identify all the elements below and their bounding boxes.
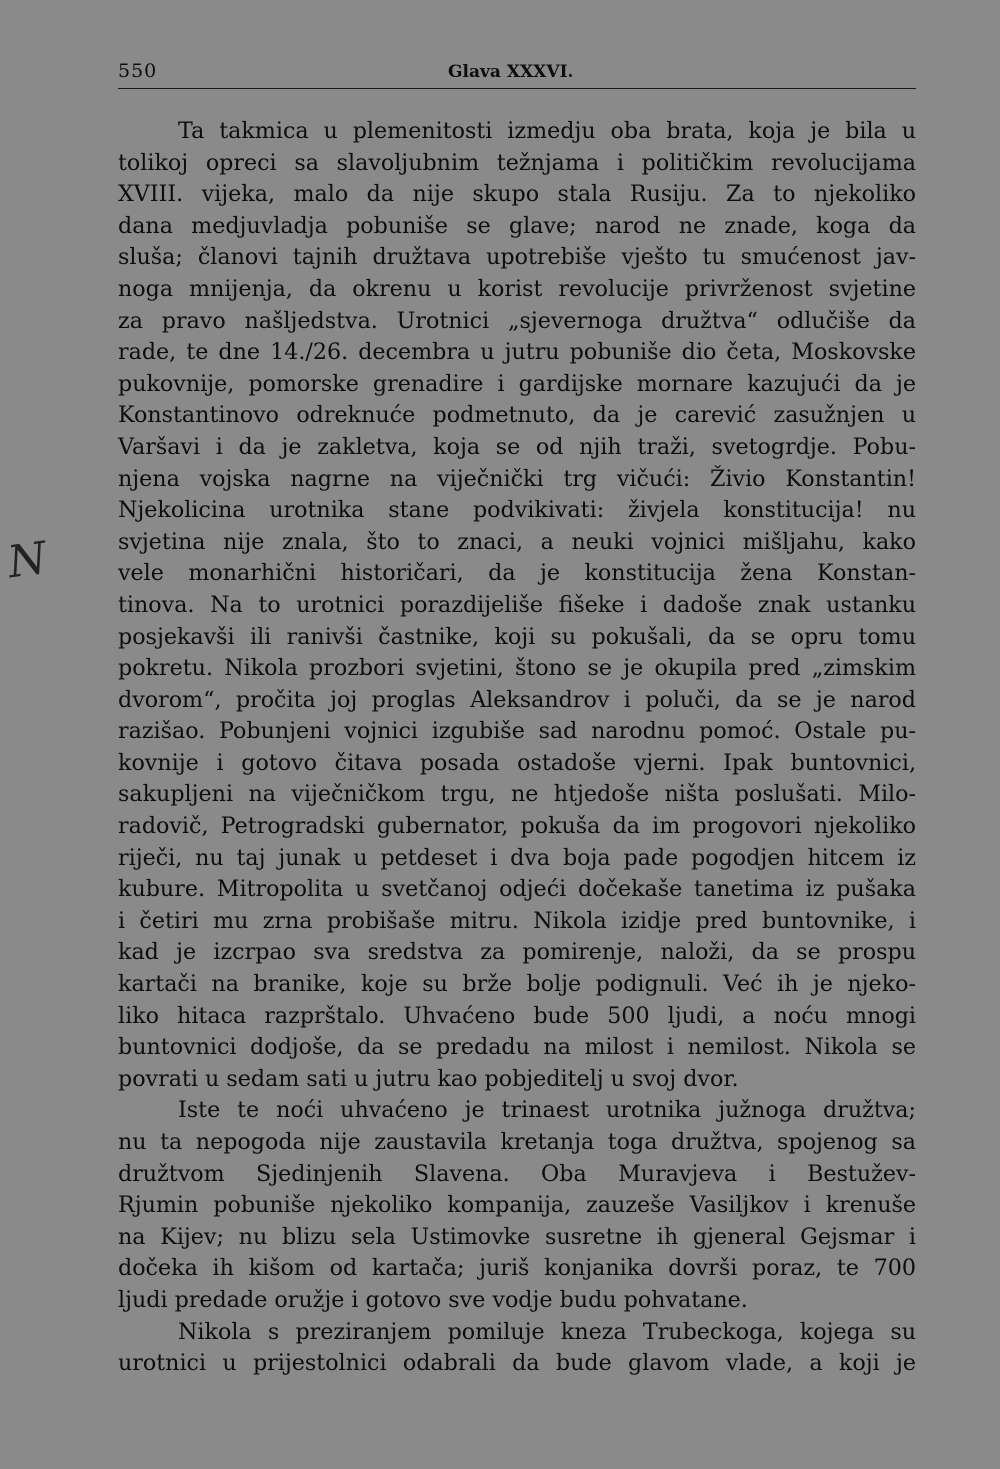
text-line: nu ta nepogoda nije zaustavila kretanja toga družtva, spojenog sa (118, 1129, 916, 1155)
page-header (118, 60, 916, 86)
text-line: dana medjuvladja pobuniše se glave; narod ne znade, koga da (118, 212, 916, 239)
text-line: za pravo našljedstva. Urotnici „sjevernoga družtva“ odlučiše da (118, 307, 916, 334)
body-text (118, 116, 916, 1380)
margin-annotation: N (4, 532, 50, 589)
text-line: urotnici u prijestolnici odabrali da bude glavom vlade, a koji je (118, 1350, 916, 1377)
text-line: sakupljeni na viječničkom trgu, ne htjedoše ništa poslušati. Milo- (118, 781, 916, 808)
header-rule (118, 88, 916, 89)
text-line: radovič, Petrogradski gubernator, pokuša da im progovori njekoliko (118, 813, 916, 840)
text-line: Rjumin pobuniše njekoliko kompanija, zauzeše Vasiljkov i krenuše (118, 1192, 916, 1219)
text-line: vele monarhični historičari, da je konstitucija žena Konstan- (118, 560, 916, 587)
text-line: Varšavi i da je zakletva, koja se od njih traži, svetogrdje. Pobu- (118, 433, 916, 460)
text-line: buntovnici dodjoše, da se predadu na milost i nemilost. Nikola se (118, 1034, 916, 1061)
text-line: Nikola s preziranjem pomiluje kneza Trubeckoga, kojega su (178, 1318, 916, 1345)
text-line: kubure. Mitropolita u svetčanoj odjeći dočekaše tanetima iz pušaka (118, 876, 916, 903)
text-line: tinova. Na to urotnici porazdijeliše fišeke i dadoše znak ustanku (118, 591, 916, 618)
text-line: povrati u sedam sati u jutru kao pobjeditelj u svoj dvor. (118, 1065, 739, 1092)
text-line: liko hitaca razprštalo. Uhvaćeno bude 500 ljudi, a noću mnogi (118, 1002, 916, 1029)
text-line: na Kijev; nu blizu sela Ustimovke susretne ih gjeneral Gejsmar i (118, 1223, 916, 1250)
text-line: ljudi predade oružje i gotovo sve vodje budu pohvatane. (118, 1286, 748, 1313)
text-line: posjekavši ili ranivši častnike, koji su pokušali, da se opru tomu (118, 623, 916, 650)
text-line: tolikoj opreci sa slavoljubnim težnjama i političkim revolucijama (118, 149, 916, 176)
text-line: razišao. Pobunjeni vojnici izgubiše sad narodnu pomoć. Ostale pu- (118, 718, 916, 745)
text-line: Iste te noći uhvaćeno je trinaest urotnika južnoga družtva; (178, 1097, 916, 1124)
text-line: družtvom Sjedinjenih Slavena. Oba Muravjeva i Bestužev- (118, 1160, 916, 1187)
page-number: 550 (118, 60, 158, 82)
text-line: XVIII. vijeka, malo da nije skupo stala Rusiju. Za to njekoliko (118, 181, 916, 208)
text-line: i četiri mu zrna probišaše mitru. Nikola izidje pred buntovnike, i (118, 907, 916, 934)
text-line: kad je izcrpao sva sredstva za pomirenje, naloži, da se prospu (118, 939, 916, 966)
text-line: kovnije i gotovo čitava posada ostadoše vjerni. Ipak buntovnici, (118, 749, 916, 776)
text-line: pokretu. Nikola prozbori svjetini, štono se je okupila pred „zimskim (118, 655, 916, 682)
text-line: rade, te dne 14./26. decembra u jutru pobuniše dio četa, Moskovske (118, 339, 916, 366)
text-line: noga mnijenja, da okrenu u korist revolucije privrženost svjetine (118, 275, 916, 302)
text-line: dvorom“, pročita joj proglas Aleksandrov i poluči, da se je narod (118, 686, 916, 713)
text-line: pukovnije, pomorske grenadire i gardijske mornare kazujući da je (118, 370, 916, 397)
text-line: kartači na branike, koje su brže bolje podignuli. Već ih je njeko- (118, 971, 916, 998)
text-line: riječi, nu taj junak u petdeset i dva boja pade pogodjen hitcem iz (118, 844, 916, 871)
text-line: Ta takmica u plemenitosti izmedju oba brata, koja je bila u (178, 118, 916, 144)
text-line: njena vojska nagrne na viječnički trg vičući: Živio Konstantin! (118, 465, 916, 492)
text-line: dočeka ih kišom od kartača; juriš konjanika dovrši poraz, te 700 (118, 1255, 916, 1282)
text-line: sluša; članovi tajnih družtava upotrebiše vješto tu smućenost jav- (118, 244, 916, 271)
text-line: Njekolicina urotnika stane podvikivati: živjela konstitucija! nu (118, 497, 916, 524)
text-line: Konstantinovo odreknuće podmetnuto, da je carević zasužnjen u (118, 402, 916, 429)
text-line: svjetina nije znala, što to znaci, a neuki vojnici mišljahu, kako (118, 528, 916, 555)
running-head: Glava XXXVI. (448, 62, 574, 82)
